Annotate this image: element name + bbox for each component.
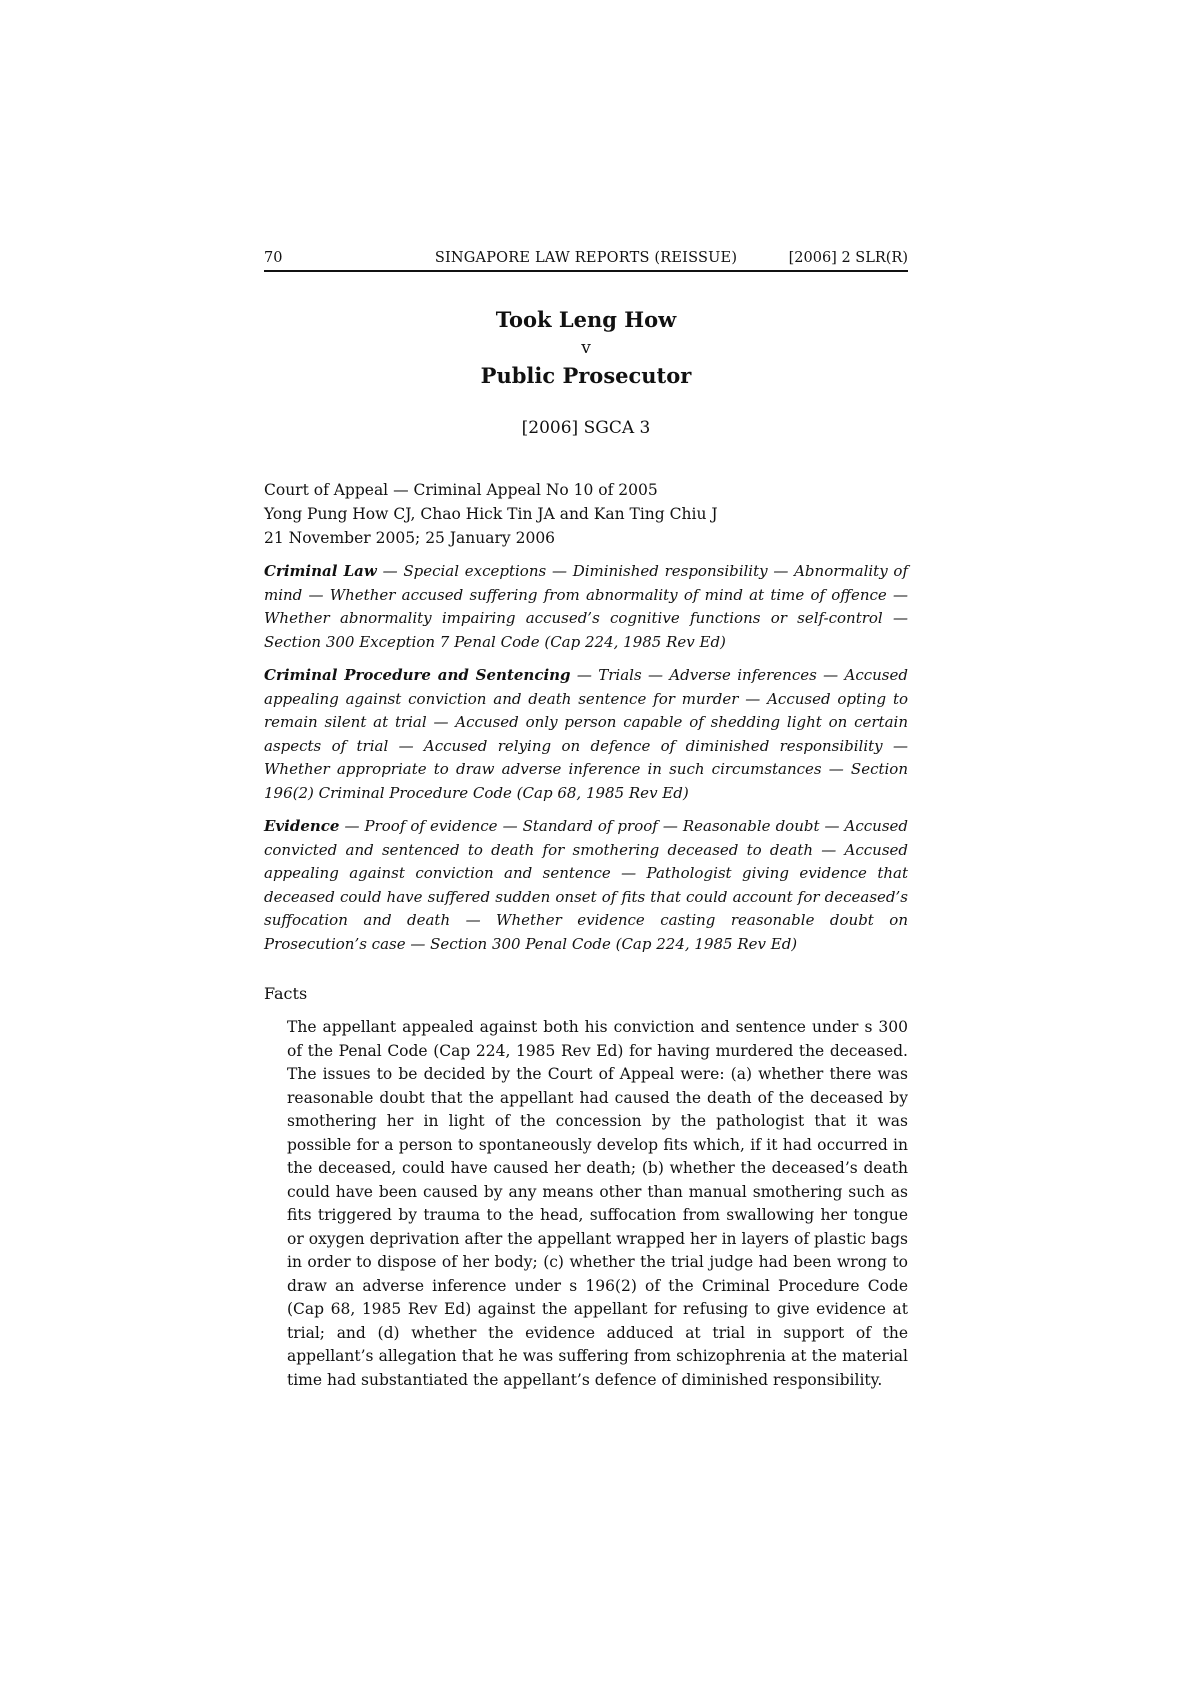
respondent-name: Public Prosecutor bbox=[480, 363, 692, 388]
catchword-text: — Special exceptions — Diminished responsibility — Abnormality of mind — Whether accused suffering from abnormality of mind at time of offence — Whether abnormality impairing accused’s cognitive functions or self-control — Section 300 Exception 7 Penal Code (Cap 224, 1985 Rev Ed) bbox=[264, 562, 908, 651]
catchword-heading: Evidence bbox=[264, 817, 340, 835]
court-line: Court of Appeal — Criminal Appeal No 10 of 2005 bbox=[264, 481, 658, 499]
hearing-dates: 21 November 2005; 25 January 2006 bbox=[264, 529, 556, 547]
law-report-page bbox=[264, 246, 908, 1392]
catchword-heading: Criminal Procedure and Sentencing bbox=[264, 666, 571, 684]
running-header bbox=[264, 246, 908, 272]
catchword-text: — Trials — Adverse inferences — Accused appealing against conviction and death sentence for murder — Accused opting to remain silent at trial — Accused only person capable of shedding light on certain aspects of trial — Accused relying on defence of diminished responsibility — Whether appropriate to draw adverse inference in such circumstances — Section 196(2) Criminal Procedure Code (Cap 68, 1985 Rev Ed) bbox=[264, 666, 908, 802]
catchword-evidence bbox=[264, 815, 908, 956]
report-citation: [2006] 2 SLR(R) bbox=[788, 250, 908, 266]
facts-heading: Facts bbox=[264, 984, 308, 1003]
facts-paragraph: The appellant appealed against both his conviction and sentence under s 300 of the Penal Code (Cap 224, 1985 Rev Ed) for having murdered the deceased. The issues to be decided by the Court of Appeal were: (a) whether there was reasonable doubt that the appellant had caused the death of the deceased by smothering her in light of the concession by the pathologist that it was possible for a person to spontaneously develop fits which, if it had occurred in the deceased, could have caused her death; (b) whether the deceased’s death could have been caused by any means other than manual smothering such as fits triggered by trauma to the head, suffocation from swallowing her tongue or oxygen deprivation after the appellant wrapped her in layers of plastic bags in order to dispose of her body; (c) whether the trial judge had been wrong to draw an adverse inference under s 196(2) of the Criminal Procedure Code (Cap 68, 1985 Rev Ed) against the appellant for refusing to give evidence at trial; and (d) whether the evidence adduced at trial in support of the appellant’s allegation that he was suffering from schizophrenia at the material time had substantiated the appellant’s defence of diminished responsibility. bbox=[287, 1018, 908, 1389]
catchword-text: — Proof of evidence — Standard of proof — Reasonable doubt — Accused convicted and sentenced to death for smothering deceased to death — Accused appealing against conviction and sentence — Pathologist giving evidence that deceased could have suffered sudden onset of fits that could account for deceased’s suffocation and death — Whether evidence casting reasonable doubt on Prosecution’s case — Section 300 Penal Code (Cap 224, 1985 Rev Ed) bbox=[264, 817, 908, 953]
coram-line: Yong Pung How CJ, Chao Hick Tin JA and Kan Ting Chiu J bbox=[264, 505, 718, 523]
neutral-citation: [2006] SGCA 3 bbox=[521, 418, 651, 438]
catchword-heading: Criminal Law bbox=[264, 562, 377, 580]
catchword-criminal-law bbox=[264, 560, 908, 654]
page-number: 70 bbox=[264, 250, 283, 266]
catchword-criminal-procedure bbox=[264, 664, 908, 805]
appellant-name: Took Leng How bbox=[495, 307, 677, 332]
versus-label: v bbox=[581, 338, 591, 358]
publication-title: SINGAPORE LAW REPORTS (REISSUE) bbox=[434, 250, 738, 266]
court-info bbox=[264, 478, 908, 550]
case-title bbox=[264, 306, 908, 390]
